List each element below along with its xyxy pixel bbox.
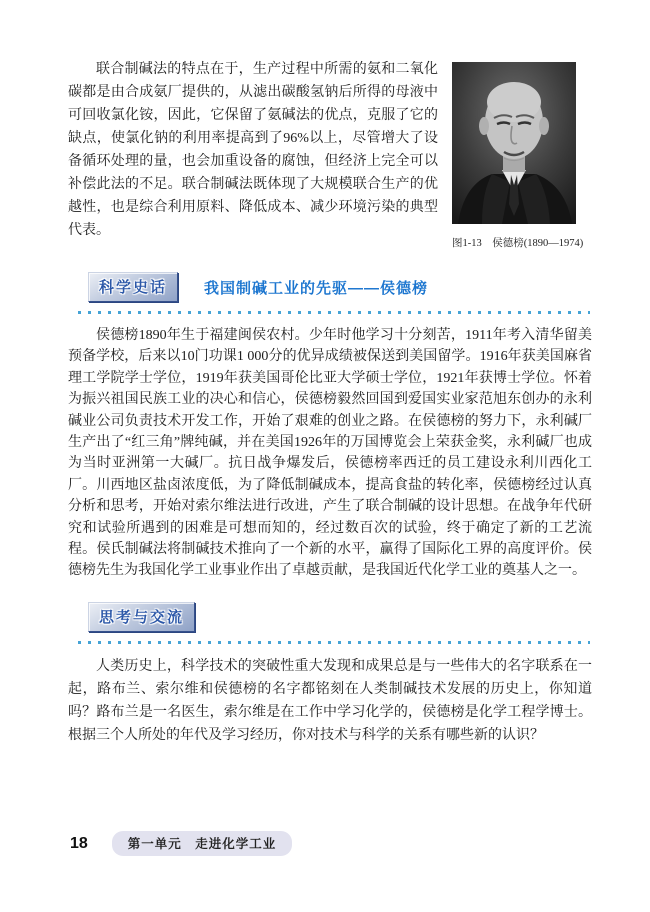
intro-paragraph: 联合制碱法的特点在于，生产过程中所需的氨和二氧化碳都是由合成氨厂提供的，从滤出碳酸氢钠后所得的母液中可回收氯化铵，因此，它保留了氨碱法的优点，克服了它的缺点，使氯化钠的利用率提高到了96%以上，尽管增大了设备循环处理的量，也会加重设备的腐蚀，但经济上完全可以补偿此法的不足。联合制碱法既体现了大规模联合生产的优越性，也是综合利用原料、降低成本、减少环境污染的典型代表。 xyxy=(68,62,438,238)
figure-caption: 图1-13 侯德榜(1890—1974) xyxy=(452,238,584,249)
intro-section xyxy=(68,58,592,250)
page-content xyxy=(68,58,592,747)
thinking-header xyxy=(68,602,592,632)
science-history-header xyxy=(68,272,592,302)
thinking-paragraph: 人类历史上，科学技术的突破性重大发现和成果总是与一些伟大的名字联系在一起，路布兰、索尔维和侯德榜的名字都铭刻在人类制碱技术发展的历史上，你知道吗？路布兰是一名医生，索尔维是在工作中学习化学的，侯德榜是化学工程学博士。根据三个人所处的年代及学习经历，你对技术与科学的关系有哪些新的认识？ xyxy=(68,658,592,743)
biography-paragraph: 侯德榜1890年生于福建闽侯农村。少年时他学习十分刻苦，1911年考入清华留美预备学校，后来以10门功课1 000分的优异成绩被保送到美国留学。1916年获美国麻省理工学院学士学位，1919年获美国哥伦比亚大学硕士学位，1921年获博士学位。怀着为振兴祖国民族工业的决心和信心，侯德榜毅然回国到爱国实业家范旭东创办的永利碱业公司负责技术开发工作，开始了艰难的创业之路。在侯德榜的努力下，永利碱厂生产出了“红三角”牌纯碱，并在美国1926年的万国博览会上荣获金奖，永利碱厂也成为当时亚洲第一大碱厂。抗日战争爆发后，侯德榜率西迁的员工建设永利川西化工厂。川西地区盐卤浓度低，为了降低制碱成本，提高食盐的转化率，侯德榜经过认真分析和思考，开始对索尔维法进行改进，产生了联合制碱的设计思想。在战争年代研究和试验所遇到的困难是可想而知的，经过数百次的试验，终于确定了新的工艺流程。侯氏制碱法将制碱技术推向了一个新的水平，赢得了国际化工界的高度评价。侯德榜先生为我国化学工业事业作出了卓越贡献，是我国近代化学工业的奠基人之一。 xyxy=(68,328,592,579)
page-number: 18 xyxy=(70,834,88,852)
unit-badge: 第一单元 走进化学工业 xyxy=(112,831,293,856)
page-footer xyxy=(70,831,292,856)
dotted-divider xyxy=(78,311,590,314)
science-history-badge: 科学史话 xyxy=(88,272,178,302)
portrait-photo xyxy=(452,62,576,224)
thinking-badge: 思考与交流 xyxy=(88,602,195,632)
portrait-figure xyxy=(452,58,592,250)
science-history-title: 我国制碱工业的先驱——侯德榜 xyxy=(204,279,429,297)
dotted-divider xyxy=(78,641,590,644)
